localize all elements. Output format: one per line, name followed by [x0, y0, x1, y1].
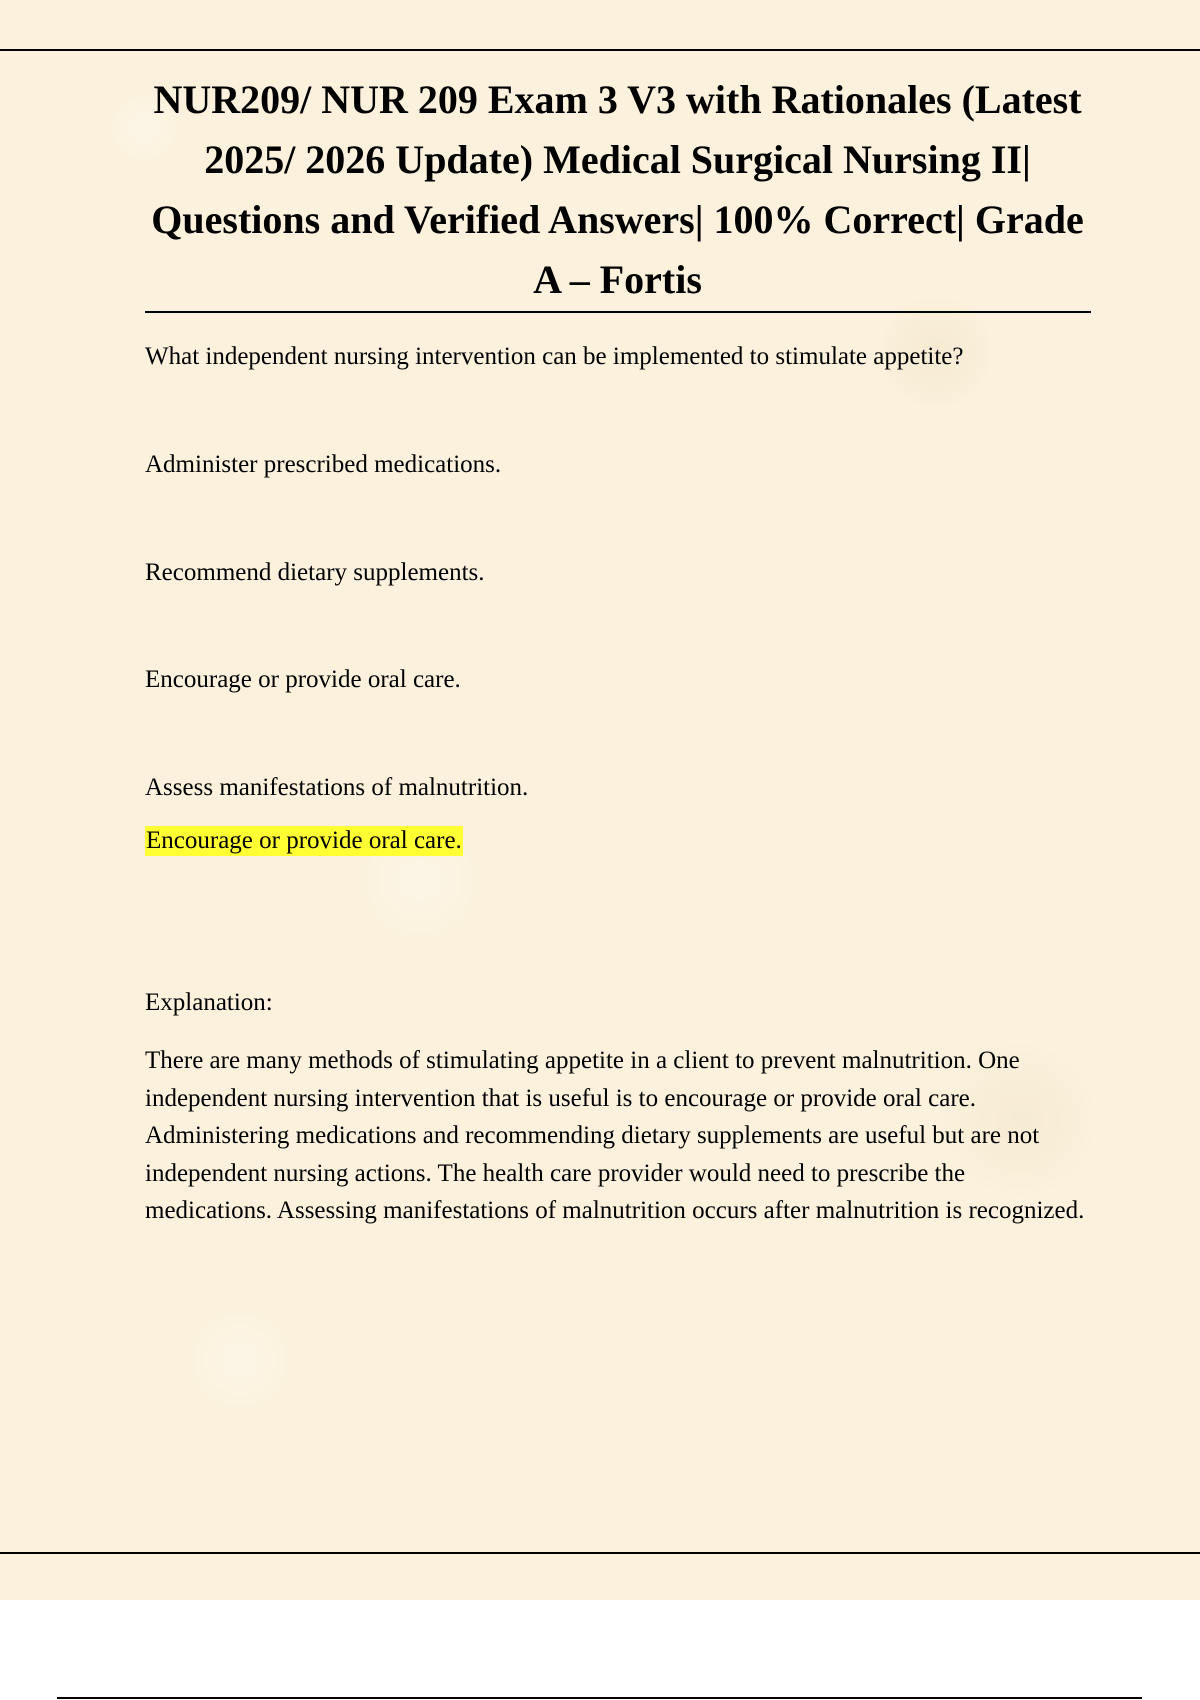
- document-title: NUR209/ NUR 209 Exam 3 V3 with Rationales (Latest 2025/ 2026 Update) Medical Surgical Nursing II| Questions and Verified Answers| 100% Correct| Grade A – Fortis: [151, 77, 1084, 302]
- bottom-divider: [0, 1552, 1200, 1554]
- footer-divider: [57, 1697, 1142, 1699]
- explanation-label: Explanation:: [145, 989, 273, 1016]
- option-item: Recommend dietary supplements.: [145, 559, 485, 586]
- option-item: Encourage or provide oral care.: [145, 666, 461, 693]
- option-item: Administer prescribed medications.: [145, 451, 502, 478]
- highlighted-answer: Encourage or provide oral care.: [146, 827, 462, 854]
- explanation-text: There are many methods of stimulating appetite in a client to prevent malnutrition. One independent nursing intervention that is useful is to encourage or provide oral care. Administering medications and recommending dietary supplements are useful but are not independent nursing actions. The health care provider would need to prescribe the medications. Assessing manifestations of malnutrition occurs after malnutrition is recognized.: [145, 1047, 1085, 1224]
- option-item: Assess manifestations of malnutrition.: [145, 774, 529, 801]
- title-underline: [145, 311, 1091, 313]
- question-text: What independent nursing intervention can be implemented to stimulate appetite?: [145, 343, 964, 370]
- top-divider: [0, 49, 1200, 51]
